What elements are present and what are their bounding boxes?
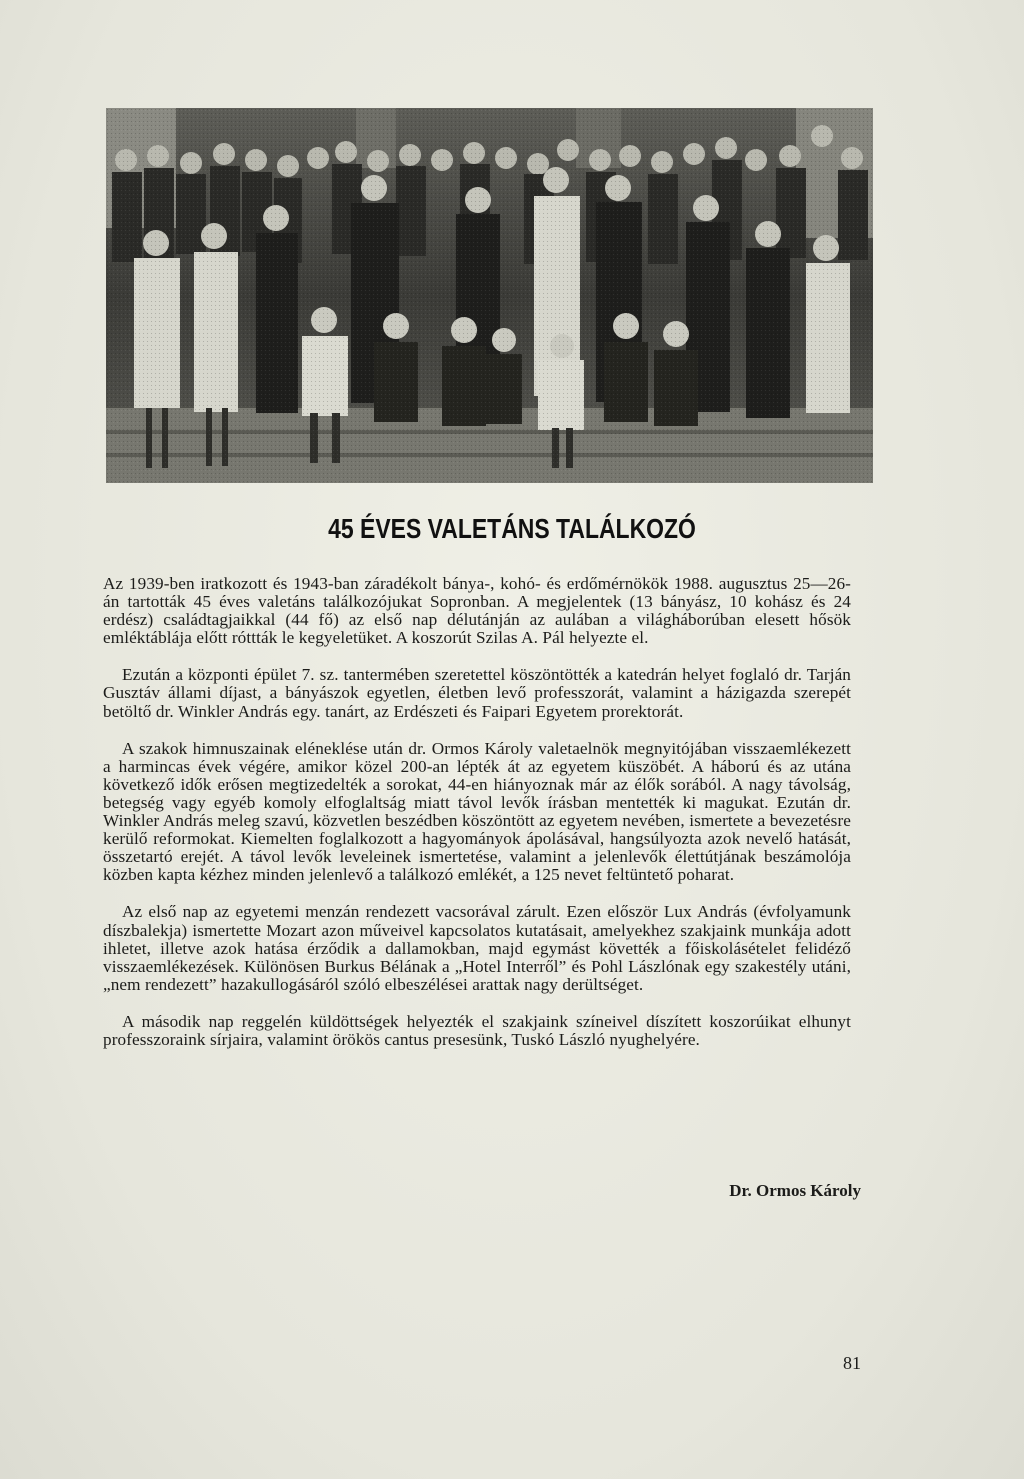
paragraph: Az 1939-ben iratkozott és 1943-ban záradékolt bánya-, kohó- és erdőmérnökök 1988. augusztus 25—26-án tartották 45 éves valetáns találkozójukat Sopronban. A megjelentek (13 bányász, 10 kohász és 24 erdész) családtagjaikkal (44 fő) az első nap délutánján az aulában a világháborúban elesett hősök emléktáblája előtt róttták le kegyeletüket. A koszorút Szilas A. Pál helyezte el. <box>103 574 851 648</box>
article-body <box>103 575 851 1068</box>
paragraph: Az első nap az egyetemi menzán rendezett vacsorával zárult. Ezen először Lux András (évfolyamunk díszbalekja) ismertette Mozart azon műveivel kapcsolatos kutatásait, amelyekhez szakjaink munkája adott ihletet, illetve azok hatása érződik a dallamokban, majd egymást követték a főiskolásételet felidéző visszaemlékezések. Különösen Burkus Bélának a „Hotel Interről” és Pohl Lászlónak egy szakestély utáni, „nem rendezett” hazakullogásáról szóló elbeszélései arattak nagy derültséget. <box>103 902 851 994</box>
paragraph: A szakok himnuszainak eléneklése után dr. Ormos Károly valetaelnök megnyitójában visszaemlékezett a harmincas évek végére, amikor közel 200-an lépték át az egyetem küszöbét. A háború és az utána következő idők erősen megtizedelték a sorokat, 44-en hiányoznak már az élők sorából. A nagy távolság, betegség vagy egyéb komoly elfoglaltság miatt távol levők írásban mentették ki magukat. Ezután dr. Winkler András meleg szavú, közvetlen beszédben köszöntött az egyetem nevében, ismertete a bevezetésre kerülő reformokat. Kiemelten foglalkozott a hagyományok ápolásával, hangsúlyozta azok nevelő hatását, összetartó erejét. A távol levők leveleinek ismertetése, valamint a jelenlevők élettútjának beszámolója közben kapta kézhez minden jelenlevő a találkozó emlékét, a 125 nevet feltüntető poharat. <box>103 738 851 885</box>
author-signature: Dr. Ormos Károly <box>729 1181 861 1200</box>
article-title: 45 ÉVES VALETÁNS TALÁLKOZÓ <box>328 513 696 544</box>
paragraph: Ezután a központi épület 7. sz. tantermében szeretettel köszöntötték a katedrán helyet foglaló dr. Tarján Gusztáv állami díjast, a bányászok egyetlen, életben levő professzorát, valamint a házigazda szerepét betöltő dr. Winkler András egy. tanárt, az Erdészeti és Faipari Egyetem prorektorát. <box>103 665 851 721</box>
group-photo <box>106 108 873 483</box>
paragraph: A második nap reggelén küldöttségek helyezték el szakjaink színeivel díszített koszorúikat elhunyt professzoraink sírjaira, valamint örökös cantus presesünk, Tuskó László nyughelyére. <box>103 1011 851 1049</box>
page-number: 81 <box>843 1353 861 1373</box>
